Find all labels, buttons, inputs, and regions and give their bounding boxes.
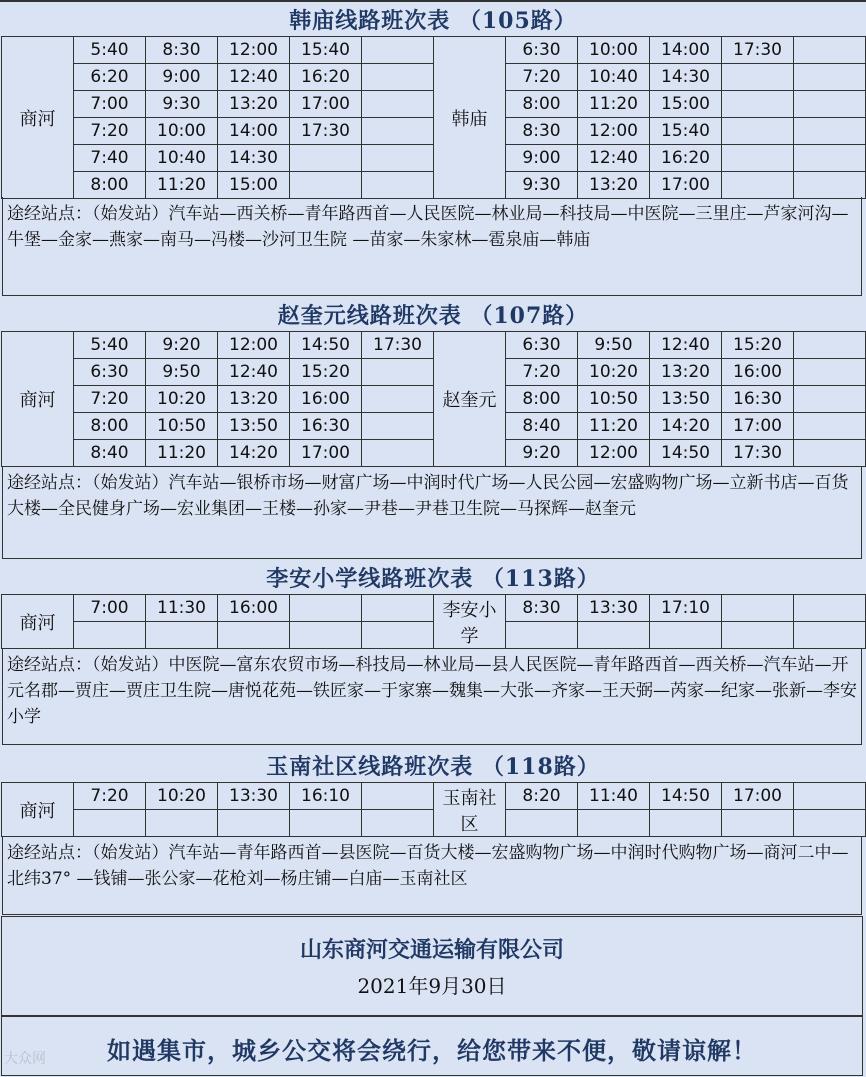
departure-time: 8:40 — [74, 440, 146, 467]
return-time — [506, 622, 578, 649]
departure-time: 7:00 — [74, 595, 146, 622]
departure-time — [362, 64, 434, 91]
departure-time: 7:20 — [74, 386, 146, 413]
table-row — [2, 783, 866, 810]
departure-time: 13:20 — [218, 386, 290, 413]
departure-time — [362, 172, 434, 199]
departure-time: 10:00 — [146, 118, 218, 145]
departure-time: 17:00 — [290, 91, 362, 118]
route-stops: 途经站点：（始发站）汽车站—青年路西首—县医院—百货大楼—宏盛购物广场—中润时代购物广场—商河二中—北纬37° —钱铺—张公家—花枪刘—杨庄铺—白庙—玉南社区 — [2, 836, 862, 915]
return-time: 7:20 — [506, 359, 578, 386]
return-time: 14:20 — [650, 413, 722, 440]
return-time — [794, 91, 866, 118]
route-title: 玉南社区线路班次表 （118路） — [266, 754, 600, 780]
departure-time: 16:00 — [218, 595, 290, 622]
return-time: 7:20 — [506, 64, 578, 91]
departure-time — [362, 145, 434, 172]
departure-time — [218, 810, 290, 837]
departure-time — [290, 810, 362, 837]
return-time: 17:00 — [722, 783, 794, 810]
divider — [0, 0, 866, 2]
departure-time — [146, 622, 218, 649]
departure-time: 14:50 — [290, 332, 362, 359]
notice-block — [1, 1016, 863, 1076]
departure-time: 9:30 — [146, 91, 218, 118]
return-stop: 玉南社区 — [434, 783, 506, 837]
return-stop: 李安小学 — [434, 595, 506, 649]
return-time — [794, 413, 866, 440]
return-time — [794, 783, 866, 810]
departure-time: 12:00 — [218, 37, 290, 64]
return-time: 14:50 — [650, 783, 722, 810]
departure-time — [362, 359, 434, 386]
return-time: 16:20 — [650, 145, 722, 172]
timetable-grid — [1, 331, 866, 467]
issue-date: 2021年9月30日 — [357, 974, 507, 998]
return-time — [794, 810, 866, 837]
return-time: 16:00 — [722, 359, 794, 386]
departure-time: 14:30 — [218, 145, 290, 172]
departure-time: 14:00 — [218, 118, 290, 145]
departure-time: 13:30 — [218, 783, 290, 810]
return-time — [794, 332, 866, 359]
departure-time — [146, 810, 218, 837]
return-time — [794, 595, 866, 622]
return-time: 11:40 — [578, 783, 650, 810]
return-time: 8:00 — [506, 91, 578, 118]
return-time: 10:40 — [578, 64, 650, 91]
origin-stop: 商河 — [2, 783, 74, 837]
table-row — [2, 595, 866, 622]
departure-time: 12:40 — [218, 64, 290, 91]
return-time: 12:40 — [578, 145, 650, 172]
return-time: 12:00 — [578, 118, 650, 145]
return-time: 8:20 — [506, 783, 578, 810]
return-time: 11:20 — [578, 91, 650, 118]
table-row — [2, 37, 866, 64]
departure-time: 10:20 — [146, 386, 218, 413]
return-time — [578, 810, 650, 837]
return-time: 12:40 — [650, 332, 722, 359]
return-time — [794, 64, 866, 91]
departure-time: 11:20 — [146, 440, 218, 467]
departure-time — [362, 595, 434, 622]
return-time: 12:00 — [578, 440, 650, 467]
return-time: 9:20 — [506, 440, 578, 467]
origin-stop: 商河 — [2, 37, 74, 199]
route-title: 赵奎元线路班次表 （107路） — [277, 303, 589, 329]
return-time — [722, 91, 794, 118]
departure-time: 9:00 — [146, 64, 218, 91]
return-time: 13:30 — [578, 595, 650, 622]
return-time — [722, 810, 794, 837]
departure-time — [362, 440, 434, 467]
return-time: 8:00 — [506, 386, 578, 413]
departure-time: 15:20 — [290, 359, 362, 386]
return-time: 10:00 — [578, 37, 650, 64]
return-time: 17:30 — [722, 37, 794, 64]
return-time — [722, 145, 794, 172]
departure-time: 17:30 — [362, 332, 434, 359]
departure-time — [362, 783, 434, 810]
table-row — [2, 332, 866, 359]
watermark: 大众网 — [4, 1051, 46, 1067]
route-stops: 途经站点：（始发站）中医院—富东农贸市场—科技局—林业局—县人民医院—青年路西首—西关桥—汽车站—开元名郡—贾庄—贾庄卫生院—唐悦花苑—铁匠家—于家寨—魏集—大张—齐家—王天弼—芮家—纪家—张新—李安小学 — [2, 648, 862, 745]
return-time: 10:50 — [578, 386, 650, 413]
return-time: 8:30 — [506, 118, 578, 145]
return-time: 14:00 — [650, 37, 722, 64]
return-time: 8:30 — [506, 595, 578, 622]
departure-time: 10:50 — [146, 413, 218, 440]
return-time: 13:20 — [650, 359, 722, 386]
departure-time: 6:20 — [74, 64, 146, 91]
departure-time — [362, 810, 434, 837]
return-time: 17:00 — [650, 172, 722, 199]
departure-time: 9:50 — [146, 359, 218, 386]
departure-time: 7:20 — [74, 118, 146, 145]
departure-time: 17:00 — [290, 440, 362, 467]
return-time: 13:20 — [578, 172, 650, 199]
return-stop: 赵奎元 — [434, 332, 506, 467]
return-time — [794, 359, 866, 386]
departure-time: 8:00 — [74, 172, 146, 199]
return-time — [722, 118, 794, 145]
timetable-grid — [1, 594, 866, 649]
departure-time: 10:40 — [146, 145, 218, 172]
departure-time: 7:40 — [74, 145, 146, 172]
departure-time: 8:30 — [146, 37, 218, 64]
return-time: 8:40 — [506, 413, 578, 440]
departure-time: 7:00 — [74, 91, 146, 118]
route-title: 韩庙线路班次表 （105路） — [289, 8, 577, 34]
departure-time: 12:40 — [218, 359, 290, 386]
departure-time: 15:00 — [218, 172, 290, 199]
departure-time — [74, 622, 146, 649]
departure-time: 9:20 — [146, 332, 218, 359]
route-stops: 途经站点：（始发站）汽车站—西关桥—青年路西首—人民医院—林业局—科技局—中医院—三里庄—芦家河沟—牛堡—金家—燕家—南马—冯楼—沙河卫生院 —苗家—朱家林—雹泉庙—韩庙 — [2, 197, 862, 296]
return-time: 14:30 — [650, 64, 722, 91]
return-time: 15:20 — [722, 332, 794, 359]
departure-time — [362, 91, 434, 118]
footer-block — [1, 916, 863, 1016]
return-time: 15:40 — [650, 118, 722, 145]
departure-time: 7:20 — [74, 783, 146, 810]
return-time: 6:30 — [506, 332, 578, 359]
return-time: 9:30 — [506, 172, 578, 199]
return-time: 16:30 — [722, 386, 794, 413]
departure-time: 8:00 — [74, 413, 146, 440]
timetable-grid — [1, 782, 866, 837]
departure-time — [290, 622, 362, 649]
return-time: 17:00 — [722, 413, 794, 440]
return-time: 17:30 — [722, 440, 794, 467]
departure-time: 16:30 — [290, 413, 362, 440]
return-time — [794, 145, 866, 172]
departure-time: 16:00 — [290, 386, 362, 413]
departure-time: 16:20 — [290, 64, 362, 91]
return-time — [794, 386, 866, 413]
departure-time — [362, 413, 434, 440]
departure-time: 16:10 — [290, 783, 362, 810]
return-time: 9:50 — [578, 332, 650, 359]
departure-time — [290, 172, 362, 199]
return-time — [794, 37, 866, 64]
return-time — [650, 810, 722, 837]
departure-time — [362, 37, 434, 64]
departure-time: 15:40 — [290, 37, 362, 64]
departure-time — [362, 386, 434, 413]
return-time — [722, 622, 794, 649]
return-time — [506, 810, 578, 837]
departure-time: 14:20 — [218, 440, 290, 467]
departure-time: 5:40 — [74, 37, 146, 64]
departure-time — [362, 118, 434, 145]
departure-time: 13:50 — [218, 413, 290, 440]
departure-time — [290, 595, 362, 622]
departure-time: 10:20 — [146, 783, 218, 810]
return-time: 10:20 — [578, 359, 650, 386]
return-time — [794, 622, 866, 649]
origin-stop: 商河 — [2, 595, 74, 649]
route-title: 李安小学线路班次表 （113路） — [266, 566, 600, 592]
departure-time — [290, 145, 362, 172]
return-time: 9:00 — [506, 145, 578, 172]
departure-time — [74, 810, 146, 837]
departure-time — [218, 622, 290, 649]
return-time: 11:20 — [578, 413, 650, 440]
departure-time: 12:00 — [218, 332, 290, 359]
return-stop: 韩庙 — [434, 37, 506, 199]
return-time — [794, 118, 866, 145]
return-time — [794, 172, 866, 199]
origin-stop: 商河 — [2, 332, 74, 467]
return-time: 17:10 — [650, 595, 722, 622]
return-time — [722, 595, 794, 622]
return-time: 15:00 — [650, 91, 722, 118]
return-time: 14:50 — [650, 440, 722, 467]
return-time: 6:30 — [506, 37, 578, 64]
route-stops: 途经站点：（始发站）汽车站—银桥市场—财富广场—中润时代广场—人民公园—宏盛购物广场—立新书店—百货大楼—全民健身广场—宏业集团—王楼—孙家—尹巷—尹巷卫生院—马探辉—赵奎元 — [2, 466, 862, 559]
return-time: 13:50 — [650, 386, 722, 413]
departure-time: 5:40 — [74, 332, 146, 359]
return-time — [722, 172, 794, 199]
return-time — [722, 64, 794, 91]
departure-time: 11:30 — [146, 595, 218, 622]
notice-text: 如遇集市，城乡公交将会绕行，给您带来不便，敬请谅解！ — [107, 1036, 757, 1065]
departure-time: 6:30 — [74, 359, 146, 386]
departure-time: 11:20 — [146, 172, 218, 199]
timetable-grid — [1, 36, 866, 199]
company-name: 山东商河交通运输有限公司 — [299, 937, 564, 963]
departure-time — [362, 622, 434, 649]
departure-time: 17:30 — [290, 118, 362, 145]
return-time — [578, 622, 650, 649]
return-time — [650, 622, 722, 649]
return-time — [794, 440, 866, 467]
departure-time: 13:20 — [218, 91, 290, 118]
